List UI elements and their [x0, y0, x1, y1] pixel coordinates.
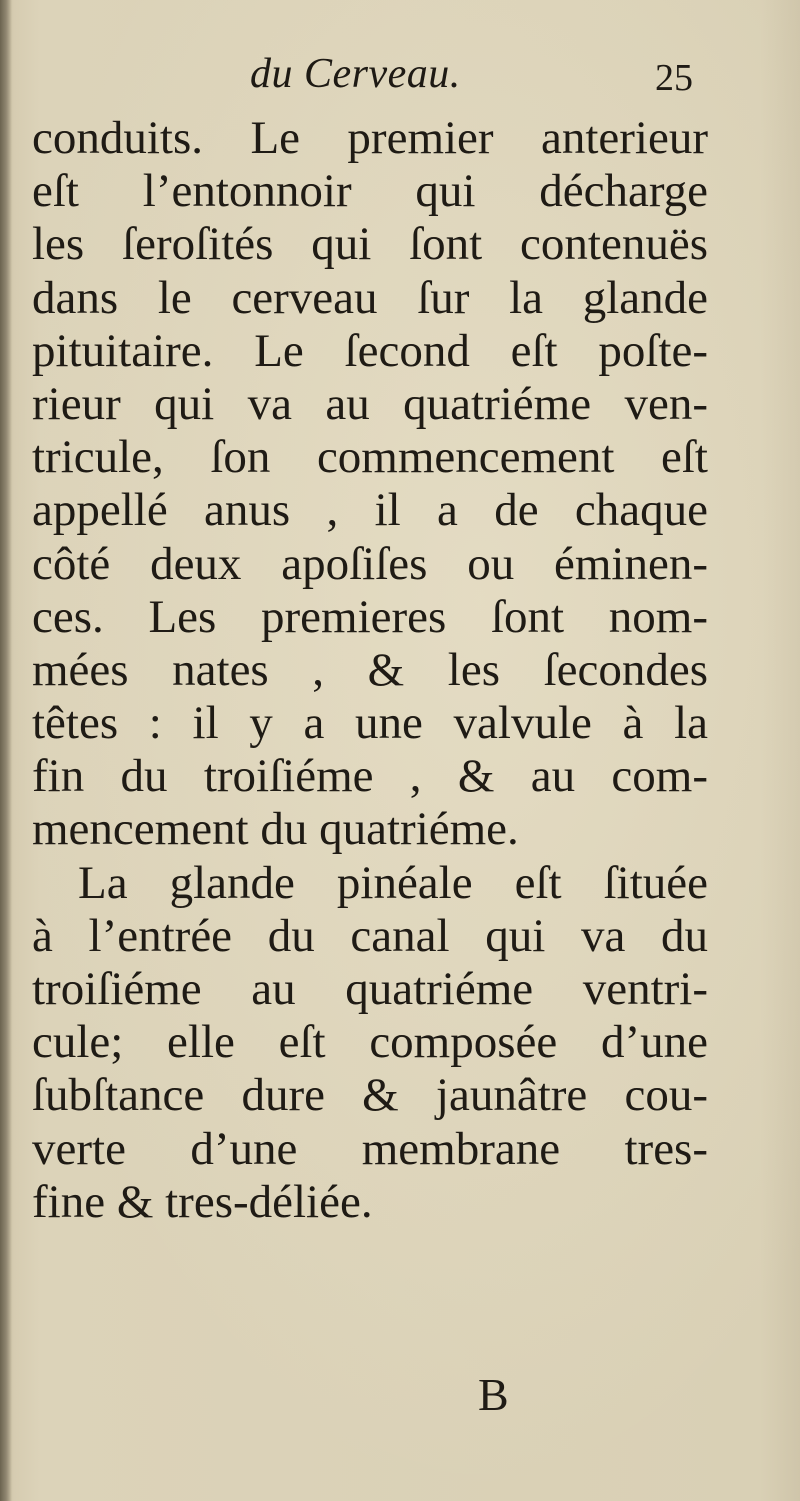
- paragraph-2: [32, 857, 708, 1229]
- text-line: têtes : il y a une valvule à la: [32, 697, 708, 750]
- running-title: du Cerveau.: [250, 51, 461, 97]
- text-line: à l’entrée du canal qui va du: [32, 909, 708, 962]
- text-line: conduits. Le premier anterieur: [32, 112, 708, 164]
- text-line: ces. Les premieres ſont nom-: [32, 590, 708, 643]
- binding-gutter: [0, 0, 12, 1501]
- text-line: tricule, ſon commencement eſt: [32, 431, 708, 484]
- text-line: cule; elle eſt composée d’une: [32, 1016, 708, 1069]
- signature-mark: B: [478, 1369, 509, 1420]
- page-header: [0, 40, 800, 100]
- text-line: mées nates , & les ſecondes: [32, 643, 708, 696]
- text-line: fine & tres-déliée.: [32, 1175, 373, 1228]
- text-line: appellé anus , il a de chaque: [32, 484, 708, 537]
- text-line: rieur qui va au quatriéme ven-: [32, 377, 708, 430]
- body-text: [32, 112, 708, 1229]
- text-line: verte d’une membrane tres-: [32, 1122, 708, 1175]
- text-line: troiſiéme au quatriéme ventri-: [32, 963, 708, 1015]
- page-number: 25: [655, 57, 693, 99]
- text-line: côté deux apoſiſes ou éminen-: [32, 537, 708, 590]
- text-line: dans le cerveau ſur la glande: [32, 271, 708, 324]
- paragraph-1: [32, 112, 708, 857]
- text-line: fin du troiſiéme , & au com-: [32, 750, 708, 803]
- text-line: eſt l’entonnoir qui décharge: [32, 165, 708, 218]
- text-line: ſubſtance dure & jaunâtre cou-: [32, 1069, 708, 1122]
- text-line: La glande pinéale eſt ſituée: [78, 856, 708, 909]
- text-line: pituitaire. Le ſecond eſt poſte-: [32, 324, 708, 377]
- text-line: mencement du quatriéme.: [32, 803, 519, 856]
- text-line: les ſeroſités qui ſont contenuës: [32, 218, 708, 271]
